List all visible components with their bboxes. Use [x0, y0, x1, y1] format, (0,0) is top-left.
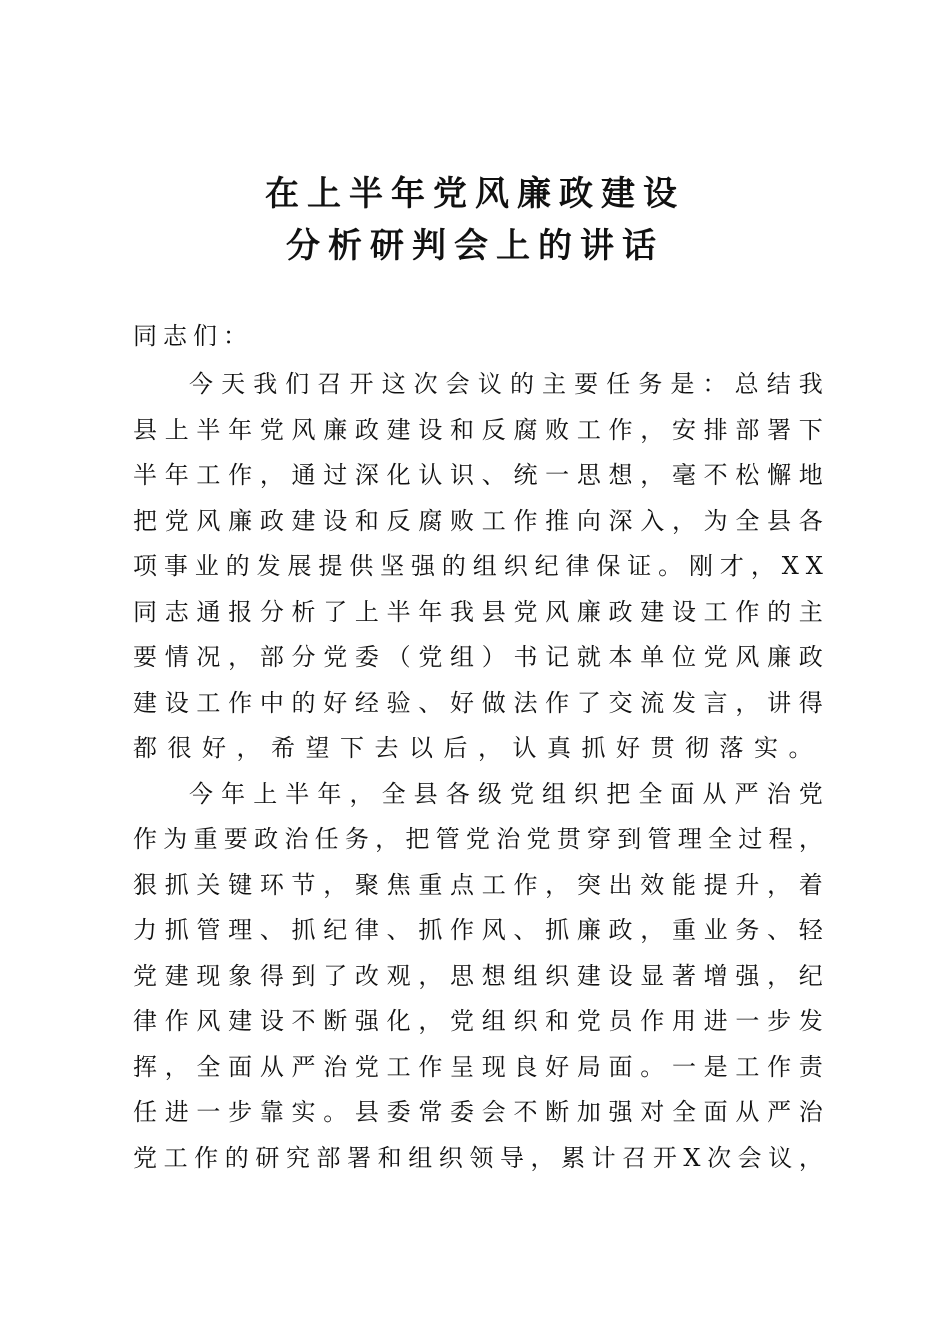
text-line: 任 进 一 步 靠 实 。 县 委 常 委 会 不 断 加 强 对 全 面 从 严 治: [133, 1098, 823, 1126]
text-line: 都很好，希望下去以后，认真抓好贯彻落实。: [133, 734, 823, 762]
text-line: 党 工 作 的 研 究 部 署 和 组 织 领 导 ， 累 计 召 开 X 次 会 议 ，: [133, 1143, 823, 1172]
text-line: 项 事 业 的 发 展 提 供 坚 强 的 组 织 纪 律 保 证 。 刚 才 ， X X: [133, 552, 823, 580]
text-line: 建 设 工 作 中 的 好 经 验 、 好 做 法 作 了 交 流 发 言 ， 讲 得: [133, 688, 823, 717]
text-line: 狠 抓 关 键 环 节 ， 聚 焦 重 点 工 作 ， 突 出 效 能 提 升 ， 着: [133, 870, 823, 899]
text-line: 律 作 风 建 设 不 断 强 化 ， 党 组 织 和 党 员 作 用 进 一 步 发: [133, 1007, 823, 1035]
text-line: 今 年 上 半 年 ， 全 县 各 级 党 组 织 把 全 面 从 严 治 党: [189, 779, 823, 808]
text-line: 力 抓 管 理 、 抓 纪 律 、 抓 作 风 、 抓 廉 政 ， 重 业 务 、 轻: [133, 916, 823, 944]
text-line: 同 志 通 报 分 析 了 上 半 年 我 县 党 风 廉 政 建 设 工 作 的 主: [133, 597, 823, 626]
text-line: 作 为 重 要 政 治 任 务 ， 把 管 党 治 党 贯 穿 到 管 理 全 过 程 ，: [133, 825, 823, 853]
text-line: 半 年 工 作 ， 通 过 深 化 认 识 、 统 一 思 想 ， 毫 不 松 懈 地: [133, 461, 823, 489]
title-line-2: 分析研判会上的讲话: [286, 226, 664, 266]
text-line: 党 建 现 象 得 到 了 改 观 ， 思 想 组 织 建 设 显 著 增 强 ， 纪: [133, 961, 823, 990]
salutation: 同志们：: [133, 322, 253, 350]
text-line: 县 上 半 年 党 风 廉 政 建 设 和 反 腐 败 工 作 ， 安 排 部 署 下: [133, 415, 823, 444]
document-title: [0, 168, 950, 272]
speech-body: [133, 362, 823, 1181]
text-line: 挥 ， 全 面 从 严 治 党 工 作 呈 现 良 好 局 面 。 一 是 工 作 责: [133, 1052, 823, 1081]
text-line: 把 党 风 廉 政 建 设 和 反 腐 败 工 作 推 向 深 入 ， 为 全 县 各: [133, 506, 823, 535]
title-line-1: 在上半年党风廉政建设: [265, 174, 685, 214]
text-line: 要 情 况 ， 部 分 党 委 （ 党 组 ） 书 记 就 本 单 位 党 风 廉 政: [133, 643, 823, 671]
text-line: 今 天 我 们 召 开 这 次 会 议 的 主 要 任 务 是 ： 总 结 我: [189, 370, 823, 398]
